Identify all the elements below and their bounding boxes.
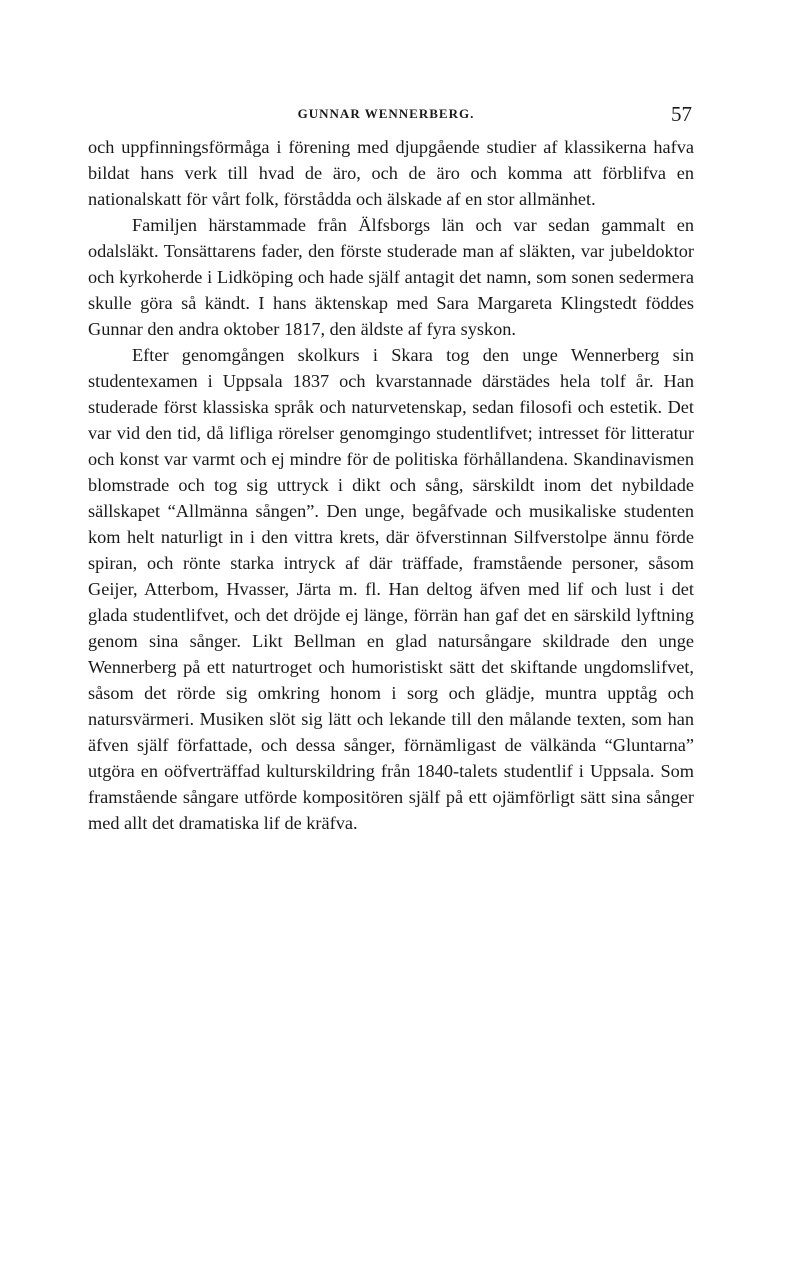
paragraph: Familjen härstammade från Älfsborgs län och var sedan gammalt en odalsläkt. Tonsättarens fader, den förste studerade man af släkten, var jubeldoktor och kyrkoherde i Lidköping och hade själf antagit det namn, som sonen sedermera skulle göra så kändt. I hans äktenskap med Sara Margareta Klingstedt föddes Gunnar den andra oktober 1817, den äldste af fyra syskon. (88, 215, 694, 339)
running-title: GUNNAR WENNERBERG. (297, 106, 475, 121)
paragraph: och uppfinningsförmåga i förening med djupgående studier af klassikerna hafva bildat hans verk till hvad de äro, och de äro och komma att förblifva en nationalskatt för vårt folk, förstådda och älskade af en stor allmänhet. (88, 137, 694, 209)
book-page (88, 100, 694, 836)
page-header (88, 100, 694, 134)
body-text (88, 134, 694, 836)
page-number: 57 (671, 102, 692, 126)
paragraph: Efter genomgången skolkurs i Skara tog den unge Wennerberg sin studentexamen i Uppsala 1837 och kvarstannade därstädes hela tolf år. Han studerade först klassiska språk och naturvetenskap, sedan filosofi och estetik. Det var vid den tid, då lifliga rörelser genomgingo studentlifvet; intresset för litteratur och konst var varmt och ej mindre för de politiska förhållandena. Skandinavismen blomstrade och tog sig uttryck i dikt och sång, särskildt inom det nybildade sällskapet “Allmänna sången”. Den unge, begåfvade och musikaliske studenten kom helt naturligt in i den vittra krets, där öfverstinnan Silfverstolpe ännu förde spiran, och rönte starka intryck af där träffade, framstående personer, såsom Geijer, Atterbom, Hvasser, Järta m. fl. Han deltog äfven med lif och lust i det glada studentlifvet, och det dröjde ej länge, förrän han gaf det en särskild lyftning genom sina sånger. Likt Bellman en glad natursångare skildrade den unge Wennerberg på ett naturtroget och humoristiskt sätt det skiftande ungdomslifvet, såsom det rörde sig omkring honom i sorg och glädje, muntra upptåg och natursvärmeri. Musiken slöt sig lätt och lekande till den målande texten, som han äfven själf författade, och dessa sånger, förnämligast de välkända “Gluntarna” utgöra en oöfverträffad kulturskildring från 1840-talets studentlif i Uppsala. Som framstående sångare utförde kompositören själf på ett ojämförligt sätt sina sånger med allt det dramatiska lif de kräfva. (88, 345, 694, 833)
